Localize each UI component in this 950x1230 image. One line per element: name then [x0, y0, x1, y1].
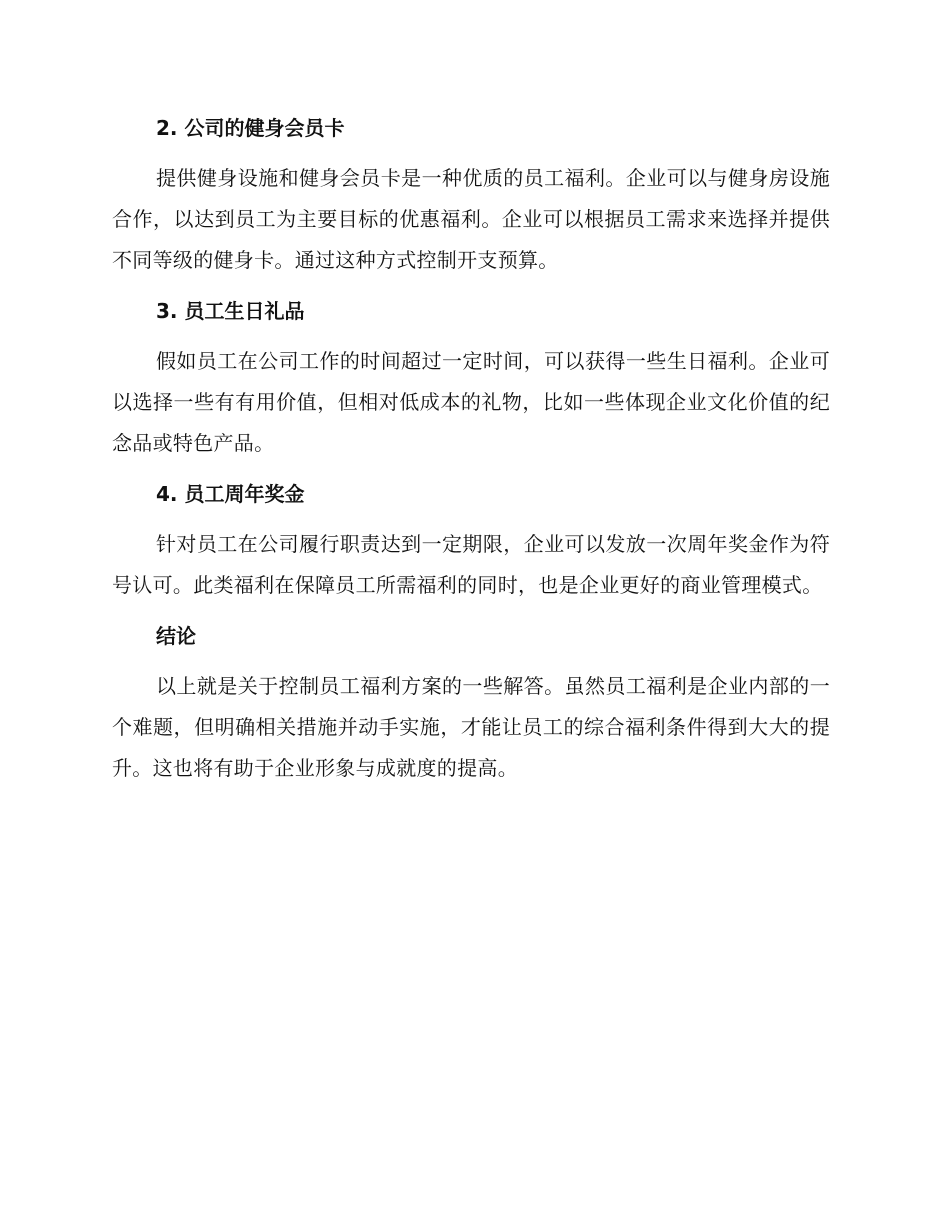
section-heading: 结论	[156, 624, 196, 648]
section-conclusion	[112, 620, 830, 789]
section-fitness-card	[112, 112, 830, 281]
section-heading: 4. 员工周年奖金	[156, 482, 305, 506]
section-heading: 3. 员工生日礼品	[156, 299, 305, 323]
section-paragraph: 假如员工在公司工作的时间超过一定时间，可以获得一些生日福利。企业可以选择一些有有用价值，但相对低成本的礼物，比如一些体现企业文化价值的纪念品或特色产品。	[112, 349, 830, 455]
section-heading: 2. 公司的健身会员卡	[156, 116, 345, 140]
section-paragraph: 提供健身设施和健身会员卡是一种优质的员工福利。企业可以与健身房设施合作，以达到员工为主要目标的优惠福利。企业可以根据员工需求来选择并提供不同等级的健身卡。通过这种方式控制开支预算。	[112, 166, 830, 272]
document-body	[112, 112, 830, 803]
section-birthday-gift	[112, 295, 830, 464]
section-anniversary-bonus	[112, 478, 830, 606]
section-paragraph: 针对员工在公司履行职责达到一定期限，企业可以发放一次周年奖金作为符号认可。此类福利在保障员工所需福利的同时，也是企业更好的商业管理模式。	[112, 532, 830, 597]
section-paragraph: 以上就是关于控制员工福利方案的一些解答。虽然员工福利是企业内部的一个难题，但明确相关措施并动手实施，才能让员工的综合福利条件得到大大的提升。这也将有助于企业形象与成就度的提高。	[112, 674, 830, 780]
